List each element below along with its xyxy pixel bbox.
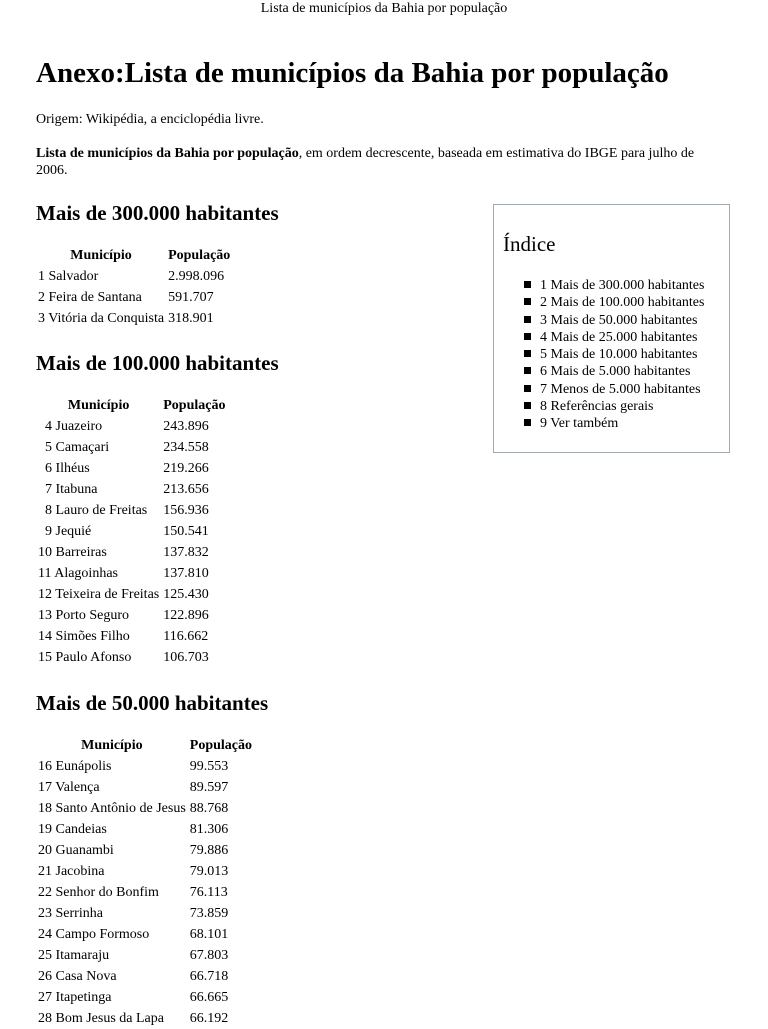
populacao-cell: 106.703: [163, 650, 209, 665]
populacao-cell: 122.896: [163, 608, 209, 623]
populacao-cell: 66.665: [189, 990, 229, 1005]
table-row: [36, 479, 227, 500]
populacao-cell: 125.430: [163, 587, 209, 602]
populacao-cell: 76.113: [189, 885, 228, 900]
square-bullet-icon: [524, 367, 531, 374]
table-row: [36, 1008, 254, 1029]
populacao-cell: 156.936: [163, 503, 209, 518]
intro-rest: , em ordem decrescente, baseada em estimativa do IBGE para julho de 2006.: [36, 146, 695, 178]
municipio-cell: 23 Serrinha: [38, 906, 103, 921]
toc-link-under-5k[interactable]: 7 Menos de 5.000 habitantes: [540, 381, 701, 397]
municipio-cell: 20 Guanambi: [38, 843, 114, 858]
populacao-cell: 99.553: [189, 759, 229, 774]
municipio-cell: 12 Teixeira de Freitas: [38, 587, 160, 602]
municipio-cell: 9 Jequié: [45, 524, 92, 539]
table-row: [36, 882, 254, 903]
populacao-cell: 67.803: [189, 948, 229, 963]
populacao-cell: 243.896: [163, 419, 209, 434]
toc-item: [524, 415, 704, 432]
populacao-cell: 116.662: [163, 629, 209, 644]
municipio-cell: 27 Itapetinga: [38, 990, 112, 1005]
populacao-cell: 219.266: [163, 461, 209, 476]
page-header: [0, 0, 768, 17]
municipio-cell: 5 Camaçari: [45, 440, 110, 455]
toc-link-100k[interactable]: 2 Mais de 100.000 habitantes: [540, 295, 705, 311]
municipio-cell: 10 Barreiras: [38, 545, 107, 560]
table-row: [36, 861, 254, 882]
intro-bold: Lista de municípios da Bahia por população: [36, 146, 299, 161]
intro-paragraph: [36, 145, 726, 179]
population-table-50k: [36, 735, 254, 1029]
square-bullet-icon: [524, 402, 531, 409]
municipio-cell: 14 Simões Filho: [38, 629, 130, 644]
origin-text: Origem: Wikipédia, a enciclopédia livre.: [36, 112, 264, 127]
municipio-cell: 13 Porto Seguro: [38, 608, 129, 623]
toc-link-ver-tambem[interactable]: 9 Ver também: [540, 416, 619, 432]
section-heading-300k: Mais de 300.000 habitantes: [36, 201, 279, 225]
municipio-cell: 21 Jacobina: [38, 864, 105, 879]
column-header-populacao: População: [189, 737, 253, 753]
table-row: [36, 626, 227, 647]
toc-link-50k[interactable]: 3 Mais de 50.000 habitantes: [540, 312, 698, 328]
page-header-title: Lista de municípios da Bahia por população: [260, 1, 508, 16]
table-row: [36, 266, 232, 287]
table-row: [36, 903, 254, 924]
table-row: [36, 819, 254, 840]
toc-item: [524, 398, 704, 415]
table-row: [36, 521, 227, 542]
table-header-row: [36, 395, 227, 416]
table-row: [36, 798, 254, 819]
toc-item: [524, 312, 704, 329]
populacao-cell: 2.998.096: [168, 269, 225, 284]
municipio-cell: 1 Salvador: [38, 269, 99, 284]
table-row: [36, 647, 227, 668]
municipio-cell: 15 Paulo Afonso: [38, 650, 132, 665]
municipio-cell: 24 Campo Formoso: [38, 927, 150, 942]
section-heading-100k: Mais de 100.000 habitantes: [36, 351, 279, 375]
column-header-populacao: População: [163, 397, 226, 413]
table-row: [36, 924, 254, 945]
toc-item: [524, 346, 704, 363]
toc-item: [524, 277, 704, 294]
municipio-cell: 26 Casa Nova: [38, 969, 117, 984]
table-row: [36, 308, 232, 329]
populacao-cell: 66.192: [189, 1011, 229, 1026]
municipio-cell: 7 Itabuna: [45, 482, 98, 497]
square-bullet-icon: [524, 333, 531, 340]
table-row: [36, 500, 227, 521]
toc-list: [524, 277, 704, 433]
toc-link-10k[interactable]: 5 Mais de 10.000 habitantes: [540, 347, 698, 363]
column-header-municipio: Município: [67, 397, 130, 413]
table-row: [36, 287, 232, 308]
table-row: [36, 563, 227, 584]
populacao-cell: 88.768: [189, 801, 229, 816]
square-bullet-icon: [524, 385, 531, 392]
municipio-cell: 17 Valença: [38, 780, 100, 795]
populacao-cell: 137.832: [163, 545, 209, 560]
municipio-cell: 11 Alagoinhas: [38, 566, 118, 581]
population-table-100k: [36, 395, 227, 668]
populacao-cell: 591.707: [168, 290, 214, 305]
toc-link-300k[interactable]: 1 Mais de 300.000 habitantes: [540, 278, 705, 293]
municipio-cell: 25 Itamaraju: [38, 948, 110, 963]
municipio-cell: 18 Santo Antônio de Jesus: [38, 801, 186, 816]
toc-item: [524, 294, 704, 311]
table-row: [36, 756, 254, 777]
municipio-cell: 3 Vitória da Conquista: [38, 311, 165, 326]
section-heading-50k: Mais de 50.000 habitantes: [36, 691, 269, 715]
table-row: [36, 777, 254, 798]
population-table-300k: [36, 245, 232, 329]
column-header-municipio: Município: [70, 247, 132, 263]
populacao-cell: 79.013: [189, 864, 229, 879]
square-bullet-icon: [524, 281, 531, 288]
toc-item: [524, 363, 704, 380]
table-row: [36, 605, 227, 626]
square-bullet-icon: [524, 298, 531, 305]
square-bullet-icon: [524, 316, 531, 323]
populacao-cell: 81.306: [189, 822, 229, 837]
populacao-cell: 318.901: [168, 311, 214, 326]
page-title: Anexo:Lista de municípios da Bahia por população: [36, 57, 669, 89]
toc-link-25k[interactable]: 4 Mais de 25.000 habitantes: [540, 329, 698, 345]
toc-title: Índice: [503, 232, 556, 256]
toc-link-5k[interactable]: 6 Mais de 5.000 habitantes: [540, 364, 691, 380]
table-header-row: [36, 735, 254, 756]
table-row: [36, 416, 227, 437]
populacao-cell: 213.656: [163, 482, 209, 497]
populacao-cell: 66.718: [189, 969, 229, 984]
municipio-cell: 28 Bom Jesus da Lapa: [38, 1011, 164, 1026]
municipio-cell: 6 Ilhéus: [45, 461, 90, 476]
table-header-row: [36, 245, 232, 266]
populacao-cell: 73.859: [189, 906, 229, 921]
municipio-cell: 22 Senhor do Bonfim: [38, 885, 159, 900]
column-header-populacao: População: [168, 247, 231, 263]
square-bullet-icon: [524, 419, 531, 426]
populacao-cell: 137.810: [163, 566, 209, 581]
table-row: [36, 458, 227, 479]
toc-link-referencias[interactable]: 8 Referências gerais: [540, 399, 654, 415]
table-row: [36, 437, 227, 458]
municipio-cell: 2 Feira de Santana: [38, 290, 142, 305]
table-row: [36, 966, 254, 987]
table-row: [36, 542, 227, 563]
toc-item: [524, 329, 704, 346]
toc-item: [524, 381, 704, 398]
table-of-contents: [493, 204, 730, 453]
populacao-cell: 150.541: [163, 524, 209, 539]
populacao-cell: 68.101: [189, 927, 229, 942]
table-row: [36, 840, 254, 861]
table-row: [36, 584, 227, 605]
municipio-cell: 16 Eunápolis: [38, 759, 112, 774]
square-bullet-icon: [524, 350, 531, 357]
populacao-cell: 234.558: [163, 440, 209, 455]
table-row: [36, 945, 254, 966]
municipio-cell: 19 Candeias: [38, 822, 107, 837]
column-header-municipio: Município: [81, 737, 143, 753]
populacao-cell: 79.886: [189, 843, 229, 858]
municipio-cell: 4 Juazeiro: [45, 419, 103, 434]
municipio-cell: 8 Lauro de Freitas: [45, 503, 148, 518]
populacao-cell: 89.597: [189, 780, 229, 795]
table-row: [36, 987, 254, 1008]
